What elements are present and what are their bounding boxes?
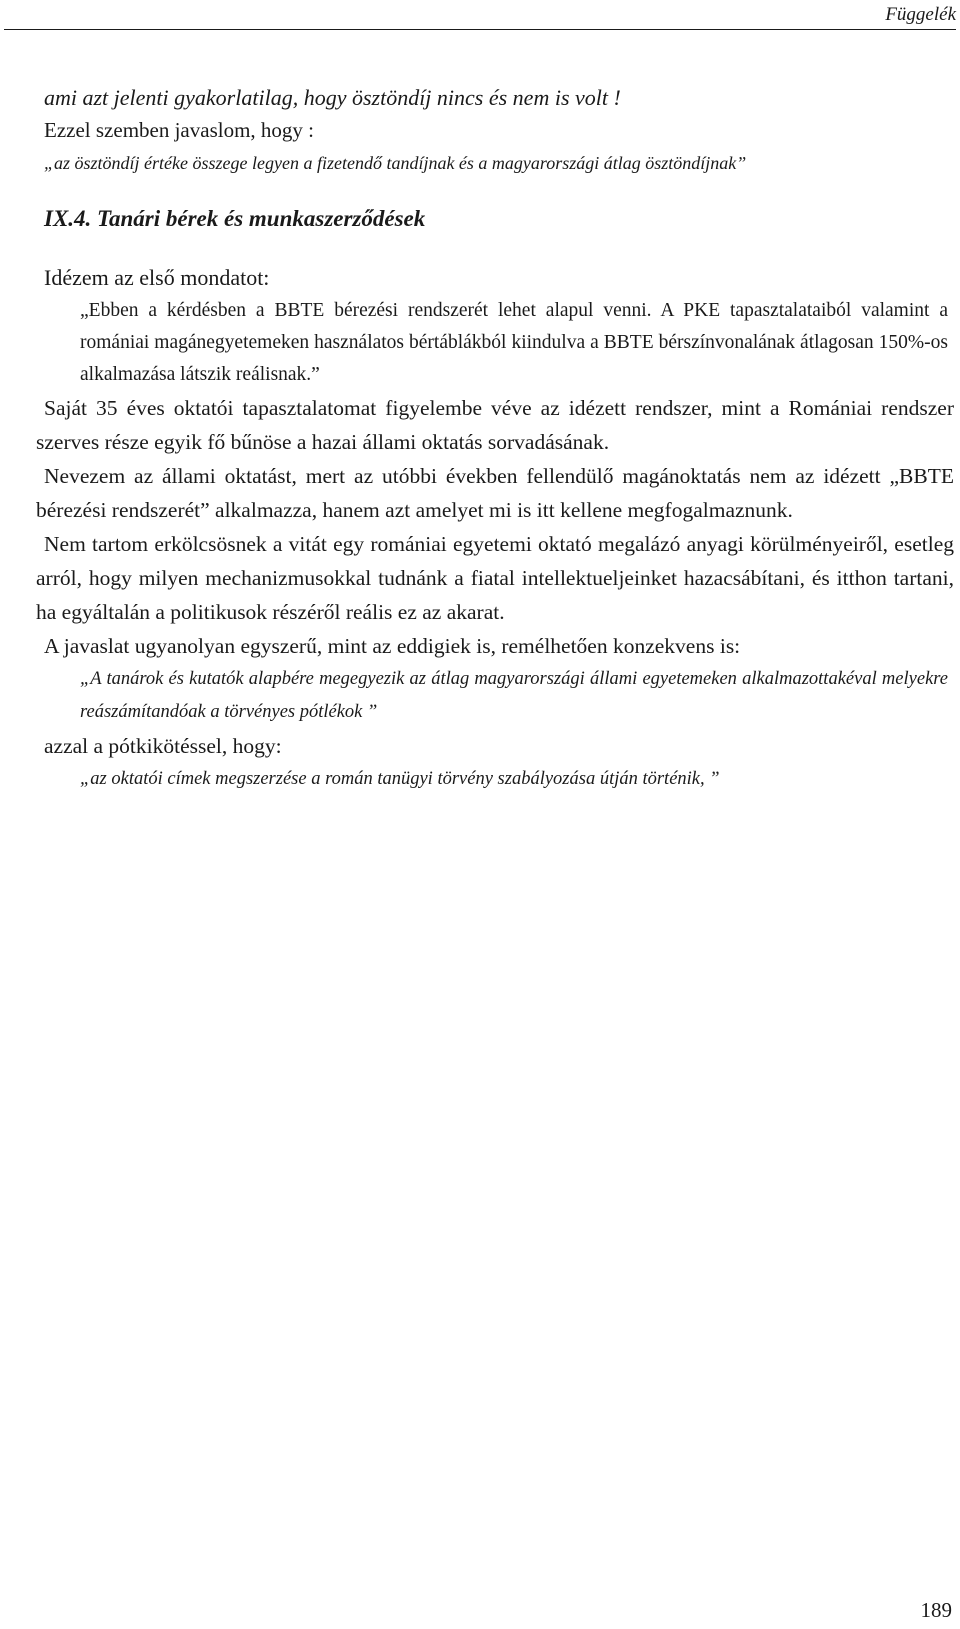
page-number: 189 xyxy=(920,1598,952,1622)
header-label: Függelék xyxy=(885,4,956,25)
header-rule xyxy=(4,29,956,30)
proposal-quote: „A tanárok és kutatók alapbére megegyezik az átlag magyarországi állami egyetemeken alkalmazottakéval melyekre reászámítandóak a törvényes pótlékok ” xyxy=(80,669,948,722)
condition-quote: „az oktatói címek megszerzése a román tanügyi törvény szabályozása útján történik, ” xyxy=(80,769,720,789)
paragraph-2: Nevezem az állami oktatást, mert az utóbbi években fellendülő magánoktatás nem az idézett „BBTE bérezési rendszerét” alkalmazza, hanem azt amelyet mi is itt kellene megfogalmaznunk. xyxy=(36,464,954,522)
intro-line-2: Ezzel szemben javaslom, hogy : xyxy=(44,118,314,142)
paragraph-3: Nem tartom erkölcsösnek a vitát egy romániai egyetemi oktató megalázó anyagi körülményeiről, esetleg arról, hogy milyen mechanizmusokkal tudnánk a fiatal intellektueljeinket hazacsábítani, és itthon tartani, ha egyáltalán a politikusok részéről reális ez az akarat. xyxy=(36,532,954,624)
lead-text: Idézem az első mondatot: xyxy=(44,265,270,290)
quoted-sentence: „Ebben a kérdésben a BBTE bérezési rendszerét lehet alapul venni. A PKE tapasztalataiból valamint a romániai magánegyetemeken használatos bértáblákból kiindulva a BBTE bérszínvonalának átlagosan 150%-os alkalmazása látszik reálisnak.” xyxy=(80,300,948,385)
section-title: IX.4. Tanári bérek és munkaszerződések xyxy=(44,206,426,231)
paragraph-5: azzal a pótkikötéssel, hogy: xyxy=(44,734,282,758)
intro-line-1: ami azt jelenti gyakorlatilag, hogy ösztöndíj nincs és nem is volt ! xyxy=(44,85,621,110)
paragraph-4: A javaslat ugyanolyan egyszerű, mint az eddigiek is, remélhetően konzekvens is: xyxy=(44,634,741,658)
page-content xyxy=(36,82,954,796)
intro-quote: „az ösztöndíj értéke összege legyen a fizetendő tandíjnak és a magyarországi átlag ösztöndíjnak” xyxy=(44,153,747,173)
paragraph-1: Saját 35 éves oktatói tapasztalatomat figyelembe véve az idézett rendszer, mint a Romániai rendszer szerves része egyik fő bűnöse a hazai állami oktatás sorvadásának. xyxy=(36,396,954,454)
